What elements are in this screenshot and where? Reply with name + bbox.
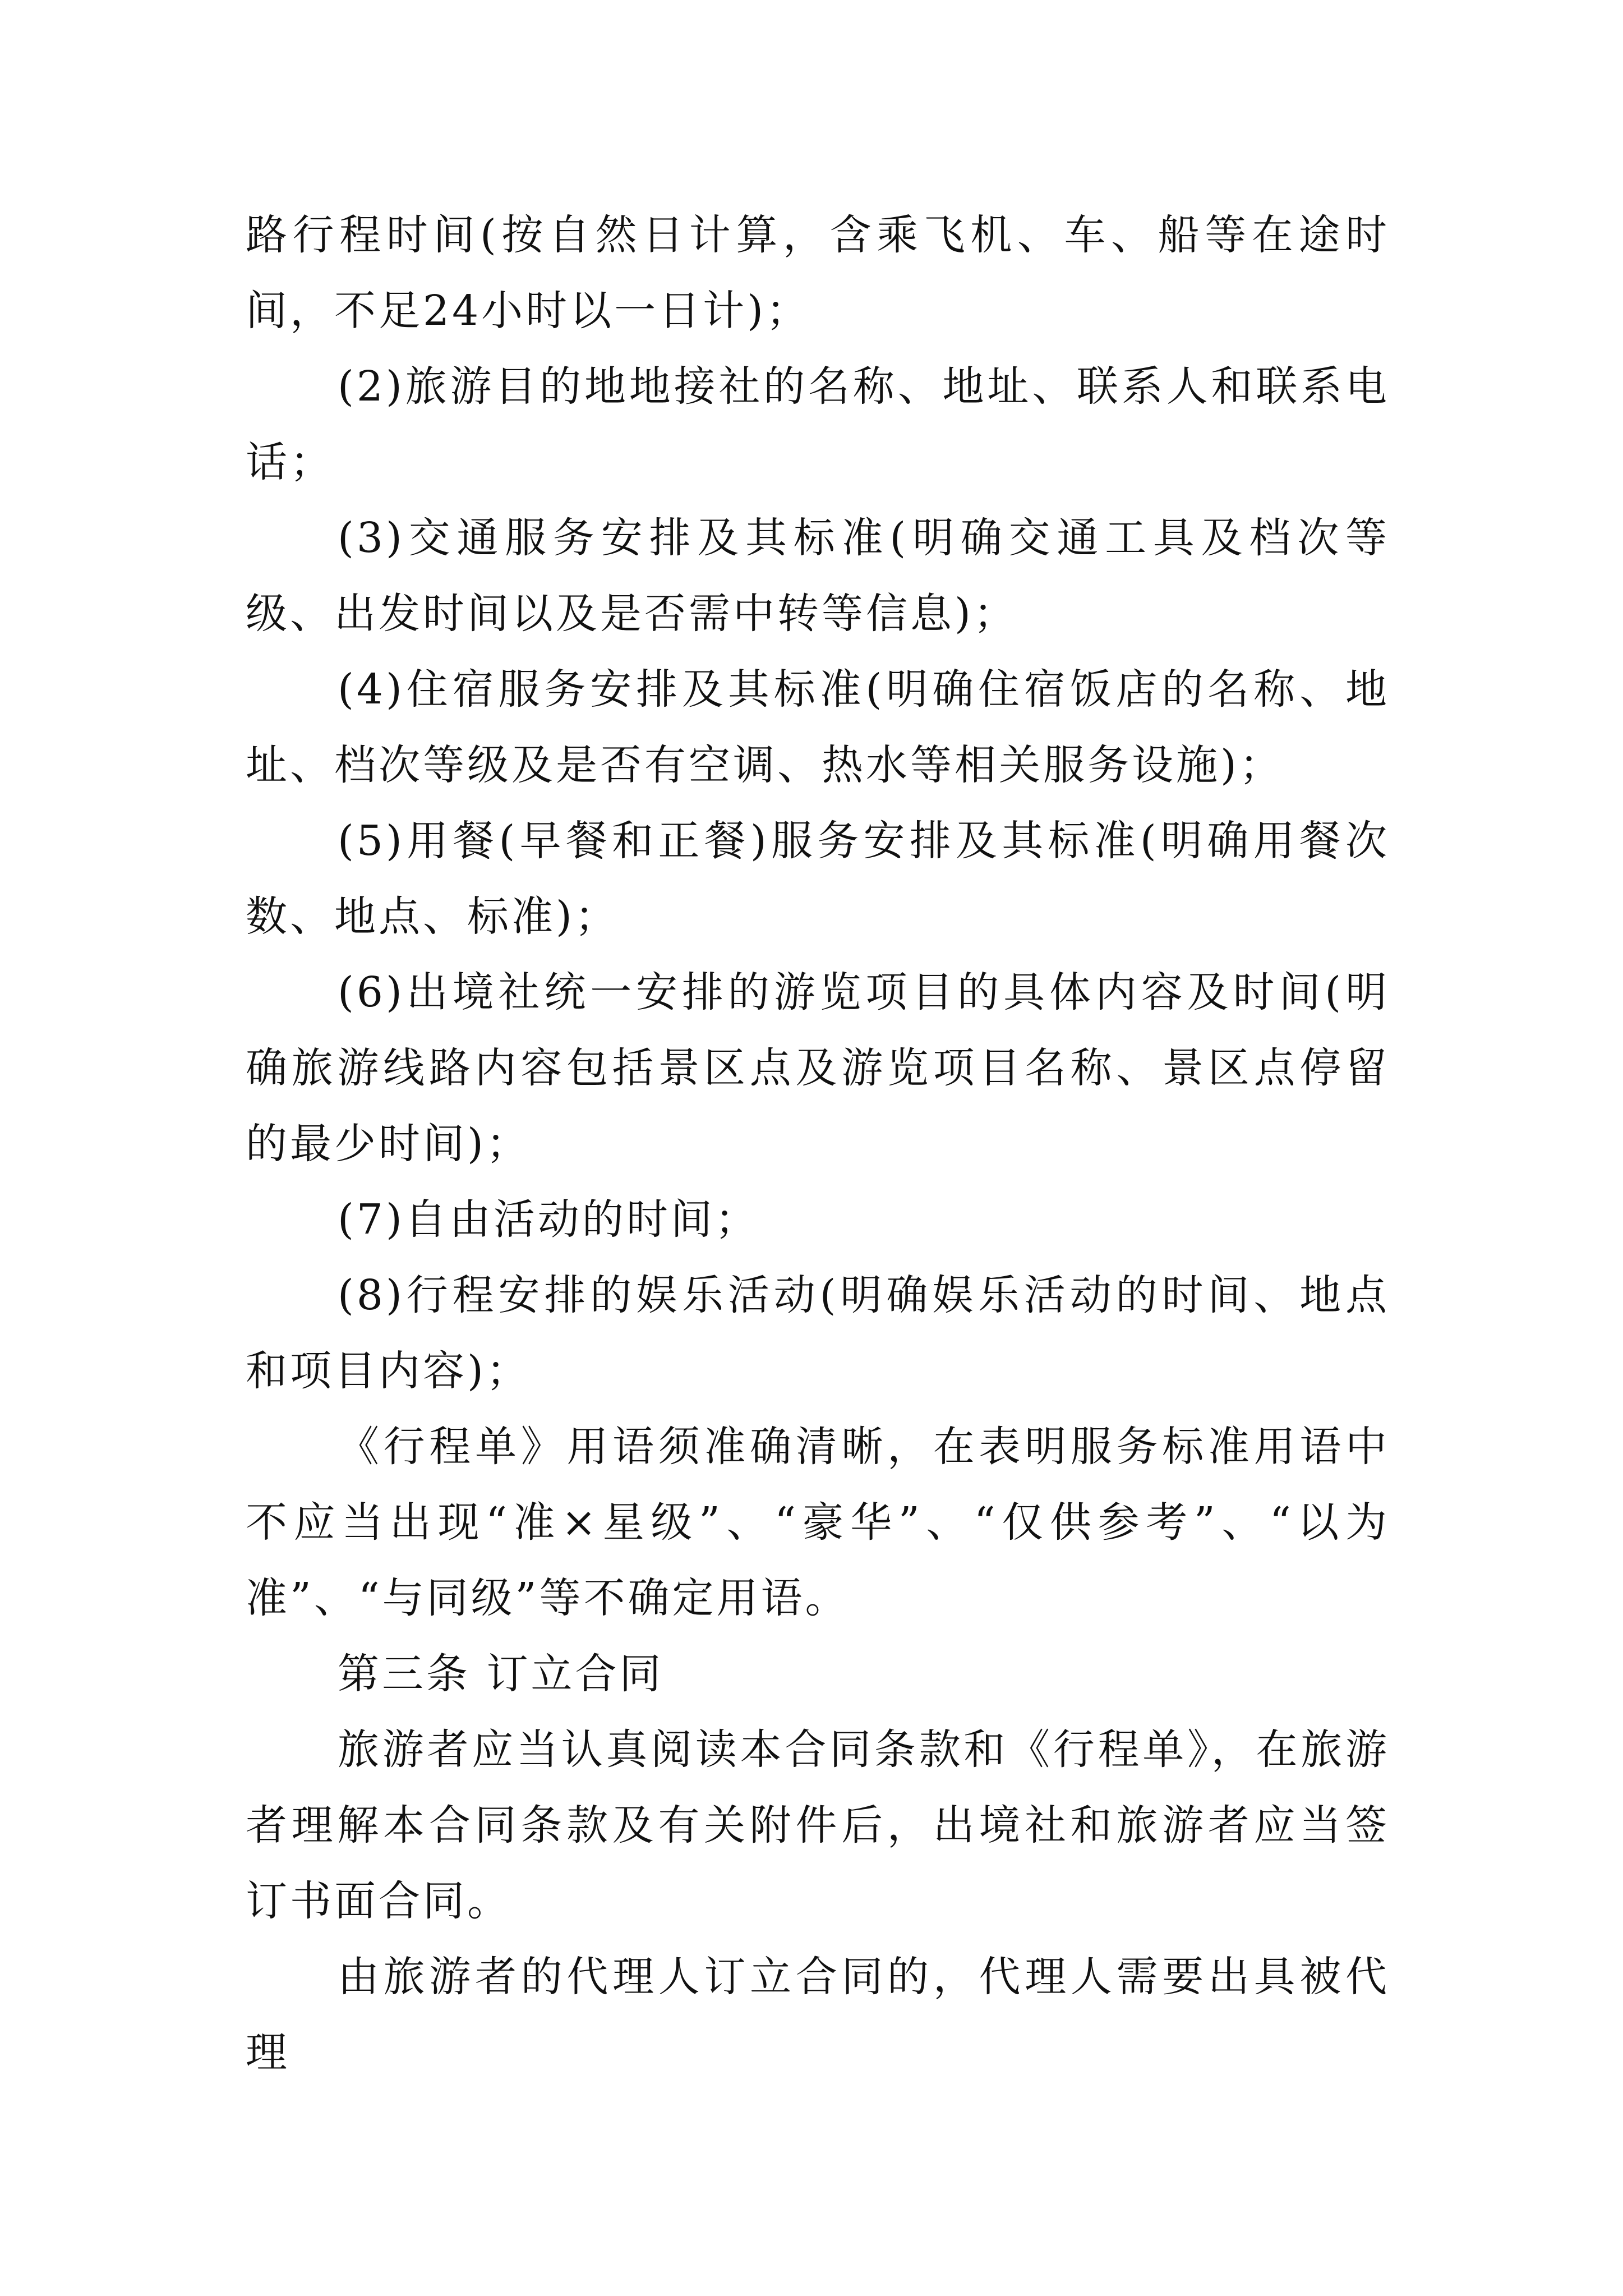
paragraph-contract-signing: 旅游者应当认真阅读本合同条款和《行程单》，在旅游者理解本合同条款及有关附件后，出境社和旅游者应当签订书面合同。 (246, 1726, 1390, 1925)
paragraph-local-agency: (2)旅游目的地地接社的名称、地址、联系人和联系电话； (246, 362, 1390, 486)
paragraph-wording-rules: 《行程单》用语须准确清晰，在表明服务标准用语中不应当出现“准×星级”、“豪华”、“仅供参考”、“以为准”、“与同级”等不确定用语。 (246, 1423, 1390, 1622)
document-body (246, 197, 1390, 2091)
paragraph-free-time: (7)自由活动的时间； (338, 1195, 759, 1244)
paragraph-itinerary-time: 路行程时间(按自然日计算，含乘飞机、车、船等在途时间，不足24小时以一日计)； (246, 211, 1390, 335)
paragraph-meals: (5)用餐(早餐和正餐)服务安排及其标准(明确用餐次数、地点、标准)； (246, 817, 1390, 941)
paragraph-entertainment: (8)行程安排的娱乐活动(明确娱乐活动的时间、地点和项目内容)； (246, 1271, 1390, 1395)
paragraph-sightseeing: (6)出境社统一安排的游览项目的具体内容及时间(明确旅游线路内容包括景区点及游览项目名称、景区点停留的最少时间)； (246, 968, 1390, 1168)
section-heading-article-3: 第三条 订立合同 (338, 1650, 664, 1698)
paragraph-transport: (3)交通服务安排及其标准(明确交通工具及档次等级、出发时间以及是否需中转等信息)； (246, 514, 1390, 638)
paragraph-accommodation: (4)住宿服务安排及其标准(明确住宿饭店的名称、地址、档次等级及是否有空调、热水等相关服务设施)； (246, 665, 1390, 789)
paragraph-agent-contract: 由旅游者的代理人订立合同的，代理人需要出具被代理 (246, 1953, 1390, 2077)
